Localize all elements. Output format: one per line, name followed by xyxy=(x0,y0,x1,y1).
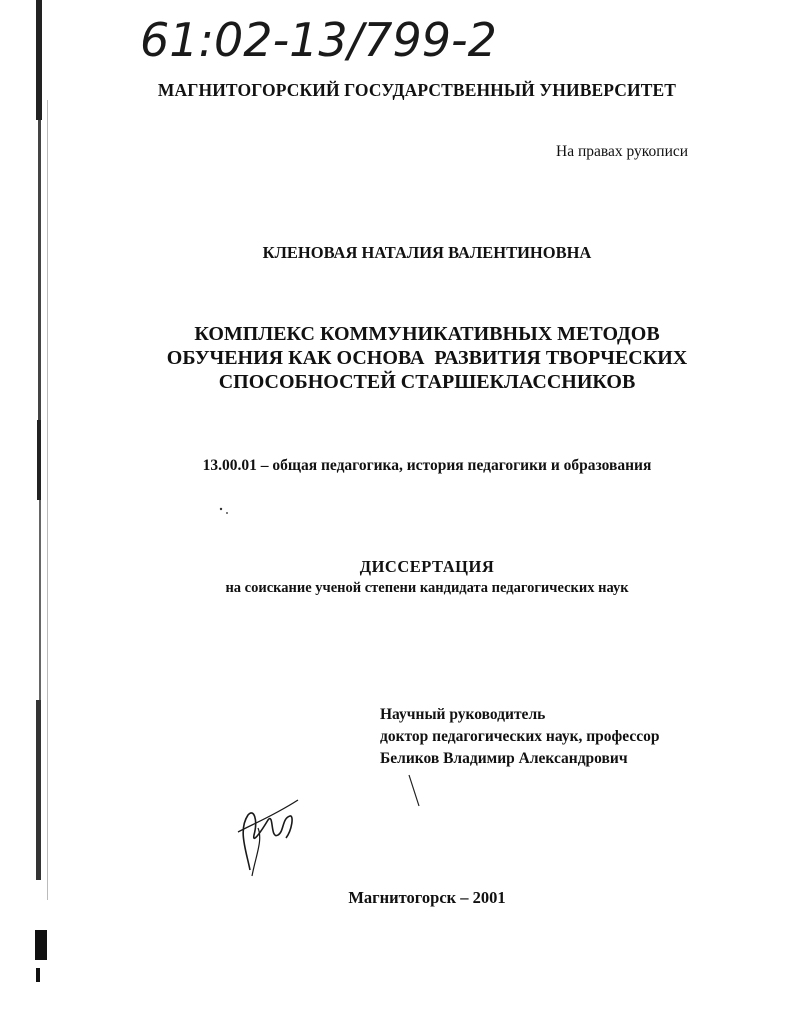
handwritten-signature xyxy=(228,790,308,880)
dissertation-title xyxy=(30,322,794,394)
archive-code-text: 61:02-13/799-2 xyxy=(140,13,497,67)
dissertation-heading: ДИССЕРТАЦИЯ xyxy=(359,557,495,576)
manuscript-rights-label: На правах рукописи xyxy=(556,143,689,160)
supervisor-degree: доктор педагогических наук, профессор xyxy=(380,728,660,745)
handwritten-archive-code xyxy=(140,4,580,74)
city-and-year: Магнитогорск – 2001 xyxy=(348,888,506,907)
supervisor-role: Научный руководитель xyxy=(380,706,546,723)
title-line-1: КОМПЛЕКС КОММУНИКАТИВНЫХ МЕТОДОВ xyxy=(194,323,660,345)
title-line-2: ОБУЧЕНИЯ КАК ОСНОВА РАЗВИТИЯ ТВОРЧЕСКИХ xyxy=(166,347,688,369)
specialty-code: 13.00.01 – общая педагогика, история педагогики и образования xyxy=(202,457,652,474)
scan-edge-artifact xyxy=(0,0,60,1026)
author-name: КЛЕНОВАЯ НАТАЛИЯ ВАЛЕНТИНОВНА xyxy=(262,243,592,262)
supervisor-name: Беликов Владимир Александрович xyxy=(380,750,628,767)
university-name: МАГНИТОГОРСКИЙ ГОСУДАРСТВЕННЫЙ УНИВЕРСИТЕТ xyxy=(157,80,677,100)
title-line-3: СПОСОБНОСТЕЙ СТАРШЕКЛАССНИКОВ xyxy=(218,371,636,393)
stray-pen-mark xyxy=(405,773,425,809)
supervisor-block xyxy=(380,704,659,770)
degree-line: на соискание ученой степени кандидата педагогических наук xyxy=(225,580,629,596)
scan-speck xyxy=(218,506,232,516)
